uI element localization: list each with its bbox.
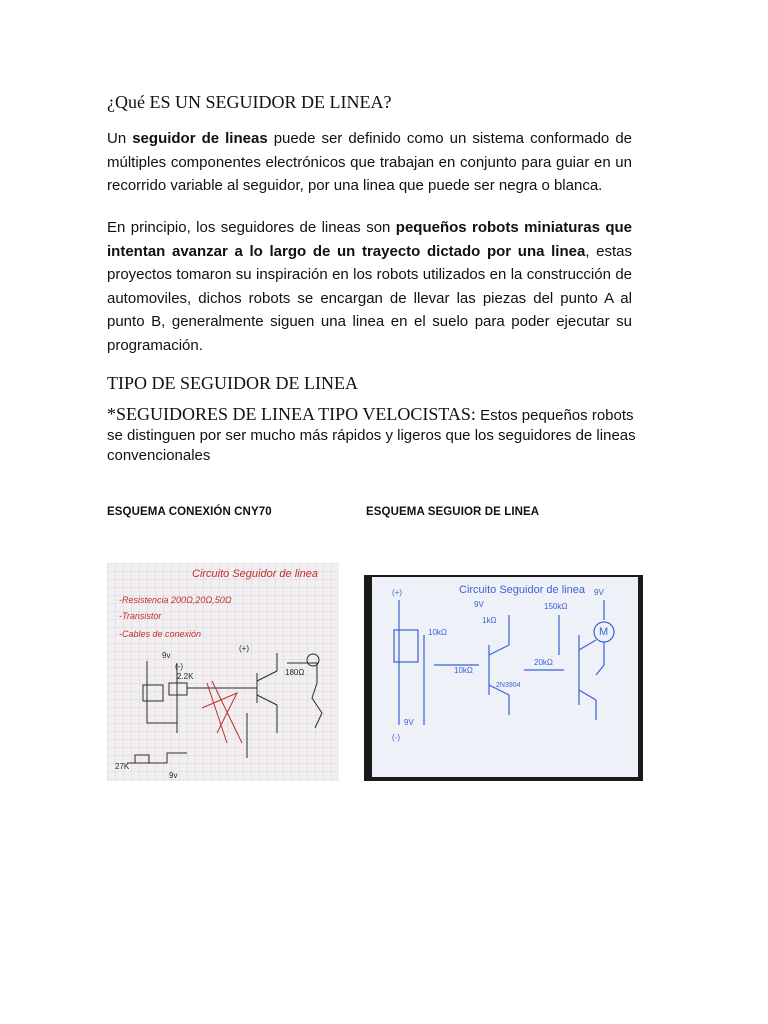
paragraph-text: Estos pequeños robots se distinguen por ser mucho más rápidos y ligeros que los seguidores de lineas convencionales — [107, 407, 636, 464]
photo-list-item: -Cables de conexión — [119, 629, 202, 639]
photo-label: 9V — [594, 588, 604, 597]
paragraph-text: Un — [107, 130, 133, 147]
paragraph-text: puede ser definido como un sistema conformado de múltiples componentes electrónicos que trabajan en conjunto para guiar en un recorrido variable al seguidor, por una linea que puede ser negra o blanca. — [107, 130, 632, 194]
paragraph-text: En principio, los seguidores de lineas son — [107, 219, 396, 236]
photo-label: 150kΩ — [544, 602, 568, 611]
cny70-drawing — [107, 563, 339, 781]
paragraph-velocistas — [107, 404, 647, 466]
heading-tipo: TIPO DE SEGUIDOR DE LINEA — [107, 373, 358, 393]
photo-cny70-schematic — [107, 563, 339, 781]
photo-label: 27K — [115, 762, 130, 771]
caption-cny70: ESQUEMA CONEXIÓN CNY70 — [107, 506, 272, 518]
photo-label: (+) — [392, 588, 402, 597]
photo-list-item: -Transistor — [119, 611, 162, 621]
photo-label: 1kΩ — [482, 616, 497, 625]
whiteboard-drawing — [364, 575, 643, 781]
photo-title: Circuito Seguidor de linea — [192, 568, 318, 580]
photo-label: (+) — [239, 644, 249, 653]
photo-label: 2N3904 — [496, 682, 521, 689]
paragraph-principle — [107, 216, 632, 357]
photo-label: 9v — [169, 771, 178, 780]
heading-que-es: ¿Qué ES UN SEGUIDOR DE LINEA? — [107, 92, 392, 112]
paragraph-bold-text: pequeños robots miniaturas que intentan avanzar a lo largo de un trayecto dictado por una linea — [107, 219, 632, 260]
photo-label: 180Ω — [285, 668, 305, 677]
paragraph-definition — [107, 127, 632, 198]
photo-label: (-) — [392, 733, 400, 742]
photo-title: Circuito Seguidor de linea — [459, 584, 585, 596]
paragraph-text: , estas proyectos tomaron su inspiración en los robots utilizados en la construcción de automoviles, dichos robots se encargan de llevar las piezas del punto A al punto B, generalmente siguen una linea en el suelo para poder ejecutar su programación. — [107, 242, 632, 354]
photo-label: 9v — [162, 651, 171, 660]
photo-label: M — [599, 626, 609, 638]
photo-label: 9V — [404, 718, 414, 727]
photo-label: 10kΩ — [454, 666, 473, 675]
caption-seguidor: ESQUEMA SEGUIOR DE LINEA — [366, 506, 540, 518]
photo-label: 10kΩ — [428, 628, 447, 637]
photo-list-item: -Resistencia 200Ω,20Ω,50Ω — [119, 595, 232, 605]
photo-label: 20kΩ — [534, 658, 553, 667]
photo-label: (-) — [175, 662, 183, 671]
photo-label: 2.2K — [177, 672, 194, 681]
paragraph-bold-text: seguidor de lineas — [132, 130, 268, 147]
velocistas-lead: *SEGUIDORES DE LINEA TIPO VELOCISTAS: — [107, 404, 476, 424]
photo-label: 9V — [474, 600, 484, 609]
photo-whiteboard-schematic — [364, 575, 643, 781]
